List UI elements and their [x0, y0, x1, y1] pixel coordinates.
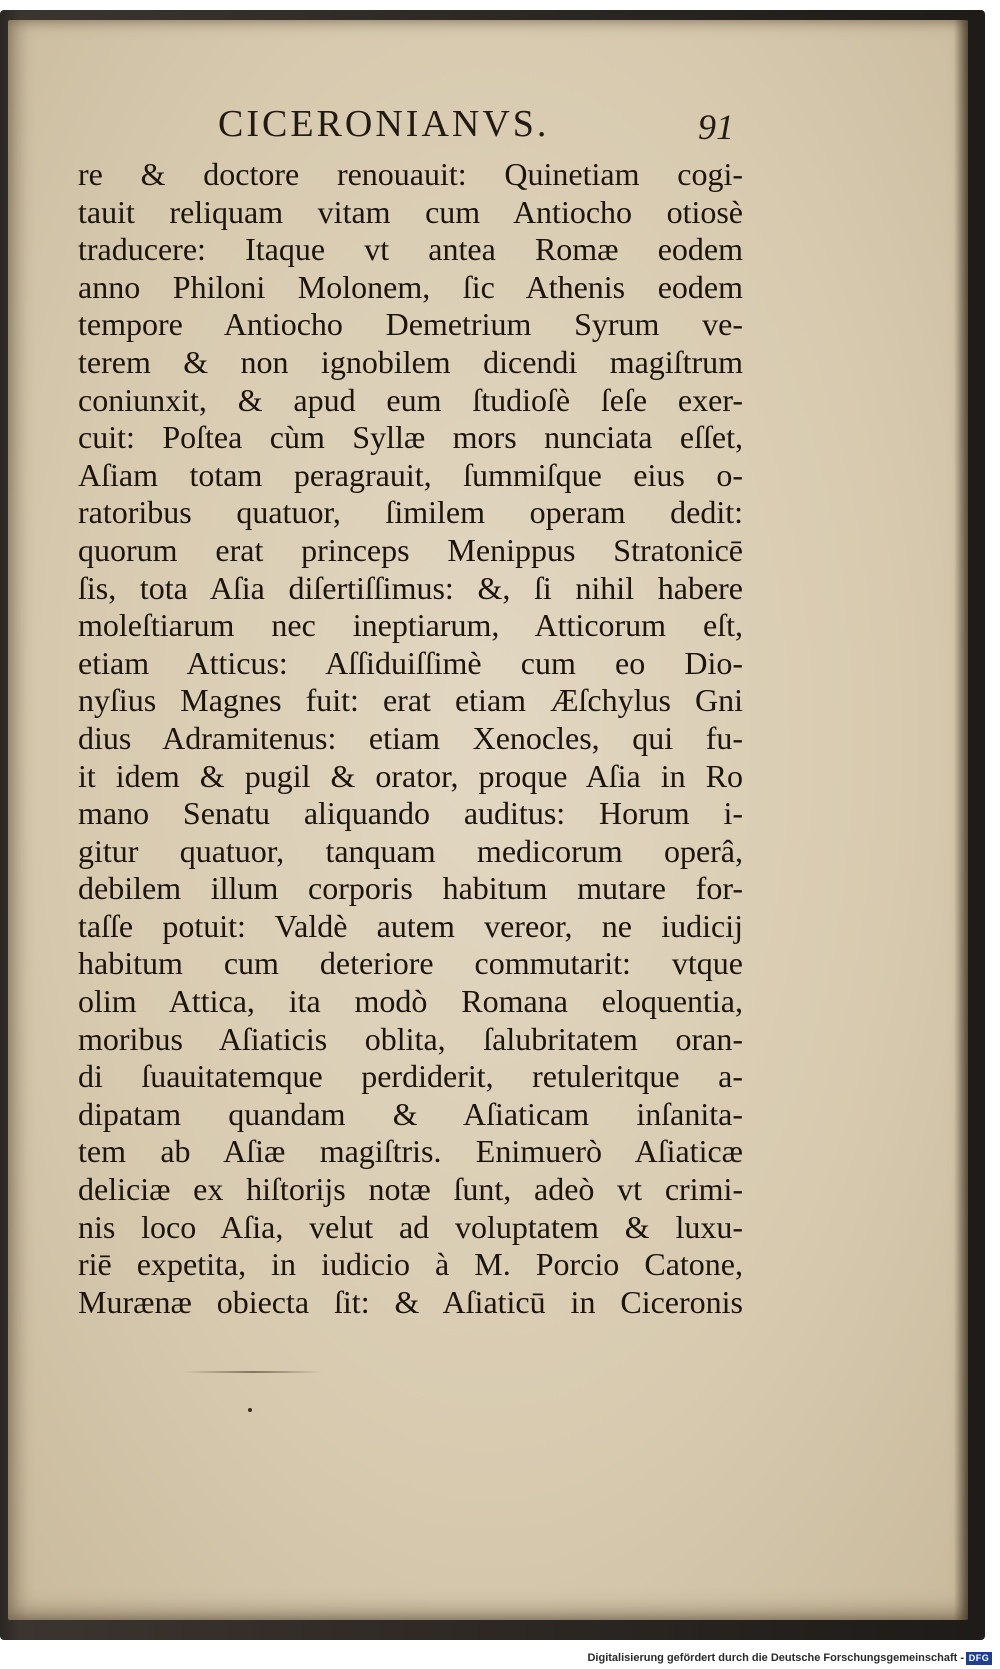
text-line: dipatam quandam & Aſiaticam inſanita- — [78, 1095, 743, 1132]
text-line: debilem illum corporis habitum mutare for- — [78, 870, 743, 907]
text-line: riē expetita, in iudicio à M. Porcio Catone, — [78, 1246, 743, 1283]
body-text — [78, 156, 743, 1321]
text-line: cuit: Poſtea cùm Syllæ mors nunciata eſſet, — [78, 419, 743, 456]
running-head — [8, 102, 968, 152]
text-line: di ſuauitatemque perdiderit, retuleritque a- — [78, 1058, 743, 1095]
text-line: quorum erat princeps Menippus Stratonicē — [78, 531, 743, 568]
text-line: terem & non ignobilem dicendi magiſtrum — [78, 343, 743, 380]
text-line: taſſe potuit: Valdè autem vereor, ne iudicij — [78, 907, 743, 944]
text-line: tempore Antiocho Demetrium Syrum ve- — [78, 306, 743, 343]
text-line: Murænæ obiecta ſit: & Aſiaticū in Ciceronis — [78, 1283, 743, 1320]
ink-dot — [248, 1408, 252, 1412]
text-line: coniunxit, & apud eum ſtudioſè ſeſe exer- — [78, 381, 743, 418]
text-line: mano Senatu aliquando auditus: Horum i- — [78, 795, 743, 832]
text-line: Aſiam totam peragrauit, ſummiſque eius o- — [78, 456, 743, 493]
text-line: moleſtiarum nec ineptiarum, Atticorum eſt, — [78, 607, 743, 644]
text-line: traducere: Itaque vt antea Romæ eodem — [78, 231, 743, 268]
text-line: it idem & pugil & orator, proque Aſia in Ro — [78, 757, 743, 794]
text-line: nis loco Aſia, velut ad voluptatem & luxu- — [78, 1208, 743, 1245]
text-line: re & doctore renouauit: Quinetiam cogi- — [78, 156, 743, 192]
text-line: nyſius Magnes fuit: erat etiam Æſchylus Gni — [78, 682, 743, 719]
running-head-title: CICERONIANVS. — [218, 103, 550, 145]
page-number: 91 — [698, 107, 734, 147]
text-line: ſis, tota Aſia diſertiſſimus: &, ſi nihil habere — [78, 569, 743, 606]
text-line: etiam Atticus: Aſſiduiſſimè cum eo Dio- — [78, 644, 743, 681]
text-line: dius Adramitenus: etiam Xenocles, qui fu- — [78, 719, 743, 756]
digitization-credit: Digitalisierung gefördert durch die Deutsche Forschungsgemeinschaft - — [587, 1652, 964, 1664]
text-line: ratoribus quatuor, ſimilem operam dedit: — [78, 494, 743, 531]
book-page — [8, 20, 968, 1620]
text-line: habitum cum deteriore commutarit: vtque — [78, 945, 743, 982]
text-line: deliciæ ex hiſtorijs notæ ſunt, adeò vt crimi- — [78, 1171, 743, 1208]
text-line: olim Attica, ita modò Romana eloquentia, — [78, 983, 743, 1020]
text-line: moribus Aſiaticis oblita, ſalubritatem oran- — [78, 1020, 743, 1057]
text-line: gitur quatuor, tanquam medicorum operâ, — [78, 832, 743, 869]
ink-smudge-line — [183, 1371, 323, 1373]
text-line: tauit reliquam vitam cum Antiocho otiosè — [78, 193, 743, 230]
text-line: anno Philoni Molonem, ſic Athenis eodem — [78, 268, 743, 305]
text-line: tem ab Aſiæ magiſtris. Enimuerò Aſiaticæ — [78, 1133, 743, 1170]
dfg-logo: DFG — [966, 1652, 992, 1665]
